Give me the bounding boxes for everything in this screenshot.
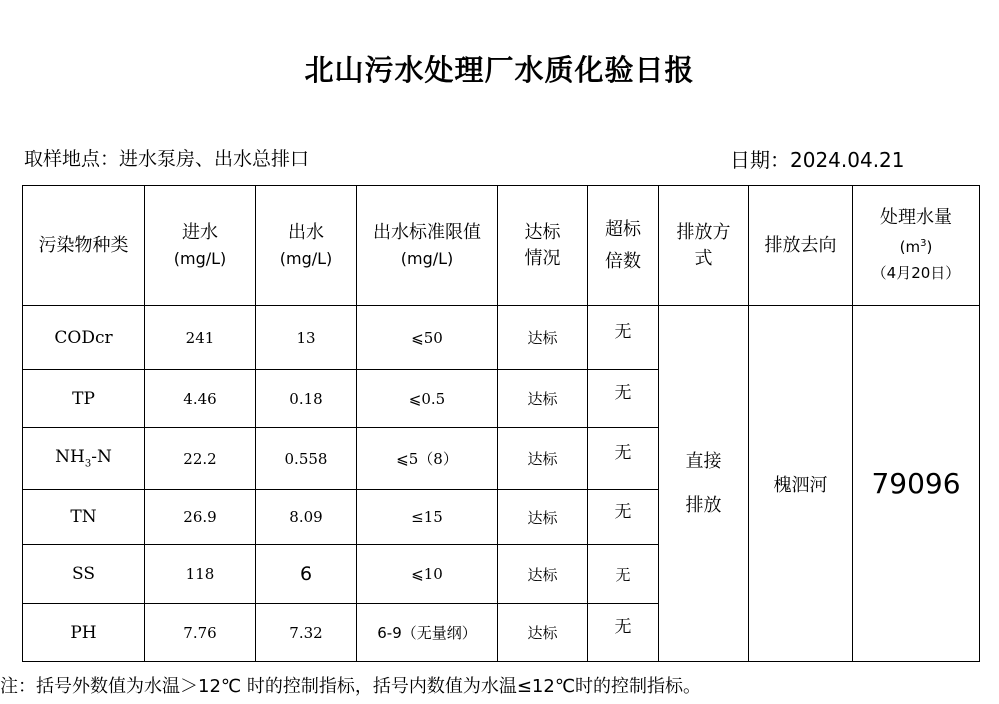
header-compliance: 达标 情况 (498, 186, 588, 306)
pollutant-name: SS (23, 545, 145, 604)
limit-value: ⩽5（8） (357, 428, 498, 490)
header-discharge-method: 排放方 式 (659, 186, 749, 306)
header-inflow: 进水 (mg/L) (145, 186, 256, 306)
exceed-multiple: 无 (588, 545, 659, 604)
header-exceed-multiple: 超标 倍数 (588, 186, 659, 306)
pollutant-name: $NH_3-N$ (23, 428, 145, 490)
discharge-destination: 槐泗河 (749, 306, 853, 662)
inflow-value: 22.2 (145, 428, 256, 490)
exceed-multiple: 无 (588, 306, 659, 370)
header-outflow: 出水 (mg/L) (256, 186, 357, 306)
discharge-method: 直接 排放 (659, 306, 749, 662)
report-date: 日期：2024.04.21 (730, 148, 905, 172)
limit-value: ⩽50 (357, 306, 498, 370)
pollutant-name: TP (23, 370, 145, 428)
table-row (23, 306, 980, 370)
compliance-status: 达标 (498, 545, 588, 604)
water-quality-table (22, 185, 980, 662)
outflow-value: 6 (256, 545, 357, 604)
footnote: 注：括号外数值为水温＞12℃ 时的控制指标，括号内数值为水温≤12℃时的控制指标。 (0, 676, 702, 697)
inflow-value: 4.46 (145, 370, 256, 428)
inflow-value: 118 (145, 545, 256, 604)
exceed-multiple: 无 (588, 604, 659, 662)
exceed-multiple: 无 (588, 370, 659, 428)
limit-value: ≤15 (357, 490, 498, 545)
inflow-value: 26.9 (145, 490, 256, 545)
inflow-value: 241 (145, 306, 256, 370)
header-row (23, 186, 980, 306)
header-pollutant: 污染物种类 (23, 186, 145, 306)
outflow-value: 0.558 (256, 428, 357, 490)
compliance-status: 达标 (498, 370, 588, 428)
outflow-value: 13 (256, 306, 357, 370)
pollutant-name: CODcr (23, 306, 145, 370)
compliance-status: 达标 (498, 428, 588, 490)
header-limit: 出水标准限值 (mg/L) (357, 186, 498, 306)
exceed-multiple: 无 (588, 490, 659, 545)
pollutant-name: PH (23, 604, 145, 662)
header-discharge-destination: 排放去向 (749, 186, 853, 306)
limit-value: ⩽10 (357, 545, 498, 604)
exceed-multiple: 无 (588, 428, 659, 490)
inflow-value: 7.76 (145, 604, 256, 662)
report-title: 北山污水处理厂水质化验日报 (304, 53, 695, 87)
outflow-value: 0.18 (256, 370, 357, 428)
sampling-location: 取样地点：进水泵房、出水总排口 (24, 148, 310, 170)
outflow-value: 7.32 (256, 604, 357, 662)
compliance-status: 达标 (498, 306, 588, 370)
treated-volume: 79096 (853, 306, 980, 662)
compliance-status: 达标 (498, 490, 588, 545)
limit-value: 6-9（无量纲） (357, 604, 498, 662)
limit-value: ⩽0.5 (357, 370, 498, 428)
pollutant-name: TN (23, 490, 145, 545)
header-treated-volume: 处理水量 $(m^3)$ （4月20日） (853, 186, 980, 306)
compliance-status: 达标 (498, 604, 588, 662)
outflow-value: 8.09 (256, 490, 357, 545)
